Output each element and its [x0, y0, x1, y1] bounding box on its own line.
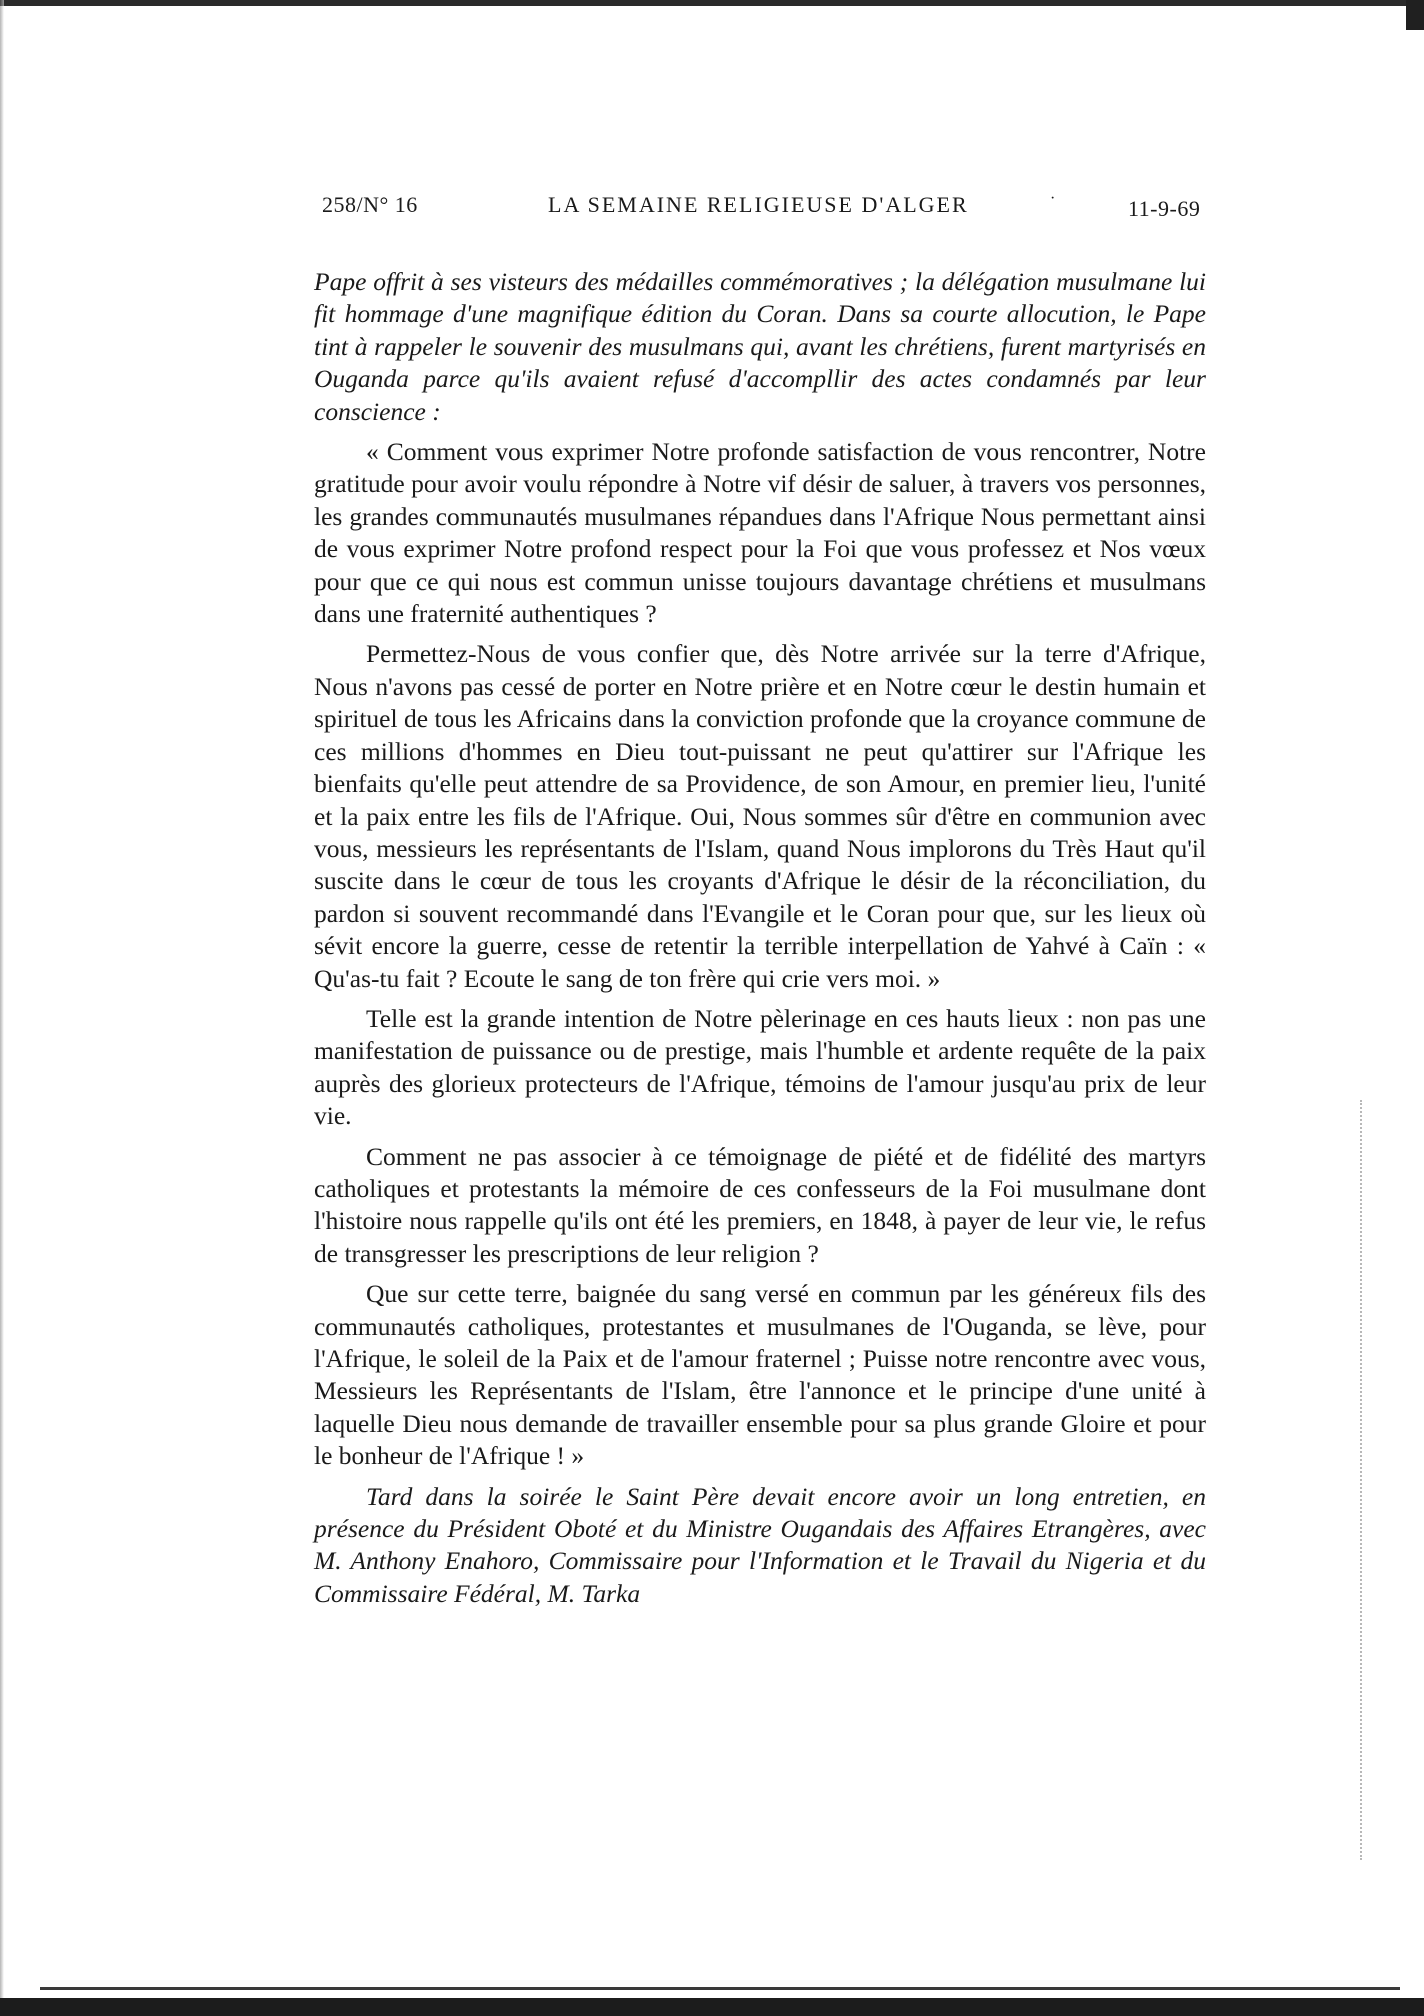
- page-header: [322, 188, 1222, 228]
- paragraph-pilgrimage: Telle est la grande intention de Notre pèlerinage en ces hauts lieux : non pas une manifestation de puissance ou de prestige, mais l'humble et ardente requête de la paix auprès des glorieux protecteurs de l'Afrique, témoins de l'amour jusqu'au prix de leur vie.: [314, 1003, 1206, 1131]
- header-separator: ·: [1050, 190, 1056, 207]
- article-body: [314, 266, 1206, 1618]
- scan-edge-top: [0, 0, 1424, 6]
- paragraph-intro: Pape offrit à ses visteurs des médailles commémoratives ; la délégation musulmane lui fit hommage d'une magnifique édition du Coran. Dans sa courte allocution, le Pape tint à rappeler le souvenir des musulmans qui, avant les chrétiens, furent martyrisés en Ouganda parce qu'ils avaient refusé d'accompllir des actes condamnés par leur conscience :: [314, 267, 1206, 426]
- paragraph-uganda: Que sur cette terre, baignée du sang versé en commun par les généreux fils des communautés catholiques, protestantes et musulmanes de l'Ouganda, se lève, pour l'Afrique, le soleil de la Paix et de l'amour fraternel ; Puisse notre rencontre avec vous, Messieurs les Représentants de l'Islam, être l'annonce et le principe d'une unité à laquelle Dieu nous demande de travailler ensemble pour sa plus grande Gloire et pour le bonheur de l'Afrique ! »: [314, 1279, 1206, 1471]
- paragraph-quote-start: « Comment vous exprimer Notre profonde satisfaction de vous rencontrer, Notre gratitude pour avoir voulu répondre à Notre vif désir de saluer, à travers vos personnes, les grandes communautés musulmanes répandues dans l'Afrique Nous permettant ainsi de vous exprimer Notre profond respect pour la Foi que vous professez et Nos vœux pour que ce qui nous est commun unisse toujours davantage chrétiens et musulmans dans une fraternité authentiques ?: [314, 437, 1206, 629]
- scan-edge-left: [0, 0, 4, 2016]
- issue-date: 11-9-69: [1128, 196, 1201, 221]
- paragraph-evening: Tard dans la soirée le Saint Père devait encore avoir un long entretien, en présence du Président Oboté et du Ministre Ougandais des Affaires Etrangères, avec M. Anthony Enahoro, Commissaire pour l'Information et le Travail du Nigeria et du Commissaire Fédéral, M. Tarka: [314, 1481, 1206, 1608]
- scan-edge-corner: [1406, 0, 1424, 30]
- scan-margin-dots: [1358, 1100, 1362, 1860]
- scan-edge-bottom: [0, 1998, 1424, 2016]
- scan-edge-bottom-line: [40, 1987, 1400, 1990]
- page-number: 258/N° 16: [322, 192, 418, 217]
- paragraph-africa: Permettez-Nous de vous confier que, dès Notre arrivée sur la terre d'Afrique, Nous n'avons pas cessé de porter en Notre prière et en Notre cœur le destin humain et spirituel de tous les Africains dans la conviction profonde que la croyance commune de ces millions d'hommes en Dieu tout-puissant ne peut qu'attirer sur l'Afrique les bienfaits qu'elle peut attendre de sa Providence, de son Amour, en premier lieu, l'unité et la paix entre les fils de l'Afrique. Oui, Nous sommes sûr d'être en communion avec vous, messieurs les représentants de l'Islam, quand Nous implorons du Très Haut qu'il suscite dans le cœur de tous les croyants d'Afrique le désir de la réconciliation, du pardon si souvent recommandé dans l'Evangile et le Coran pour que, sur les lieux où sévit encore la guerre, cesse de retentir la terrible interpellation de Yahvé à Caïn : « Qu'as-tu fait ? Ecoute le sang de ton frère qui crie vers moi. »: [314, 639, 1206, 993]
- paragraph-martyrs: Comment ne pas associer à ce témoignage de piété et de fidélité des martyrs catholiques et protestants la mémoire de ces confesseurs de la Foi musulmane dont l'histoire nous rappelle qu'ils ont été les premiers, en 1848, à payer de leur vie, le refus de transgresser les prescriptions de leur religion ?: [314, 1141, 1206, 1268]
- journal-title: LA SEMAINE RELIGIEUSE D'ALGER: [548, 192, 969, 217]
